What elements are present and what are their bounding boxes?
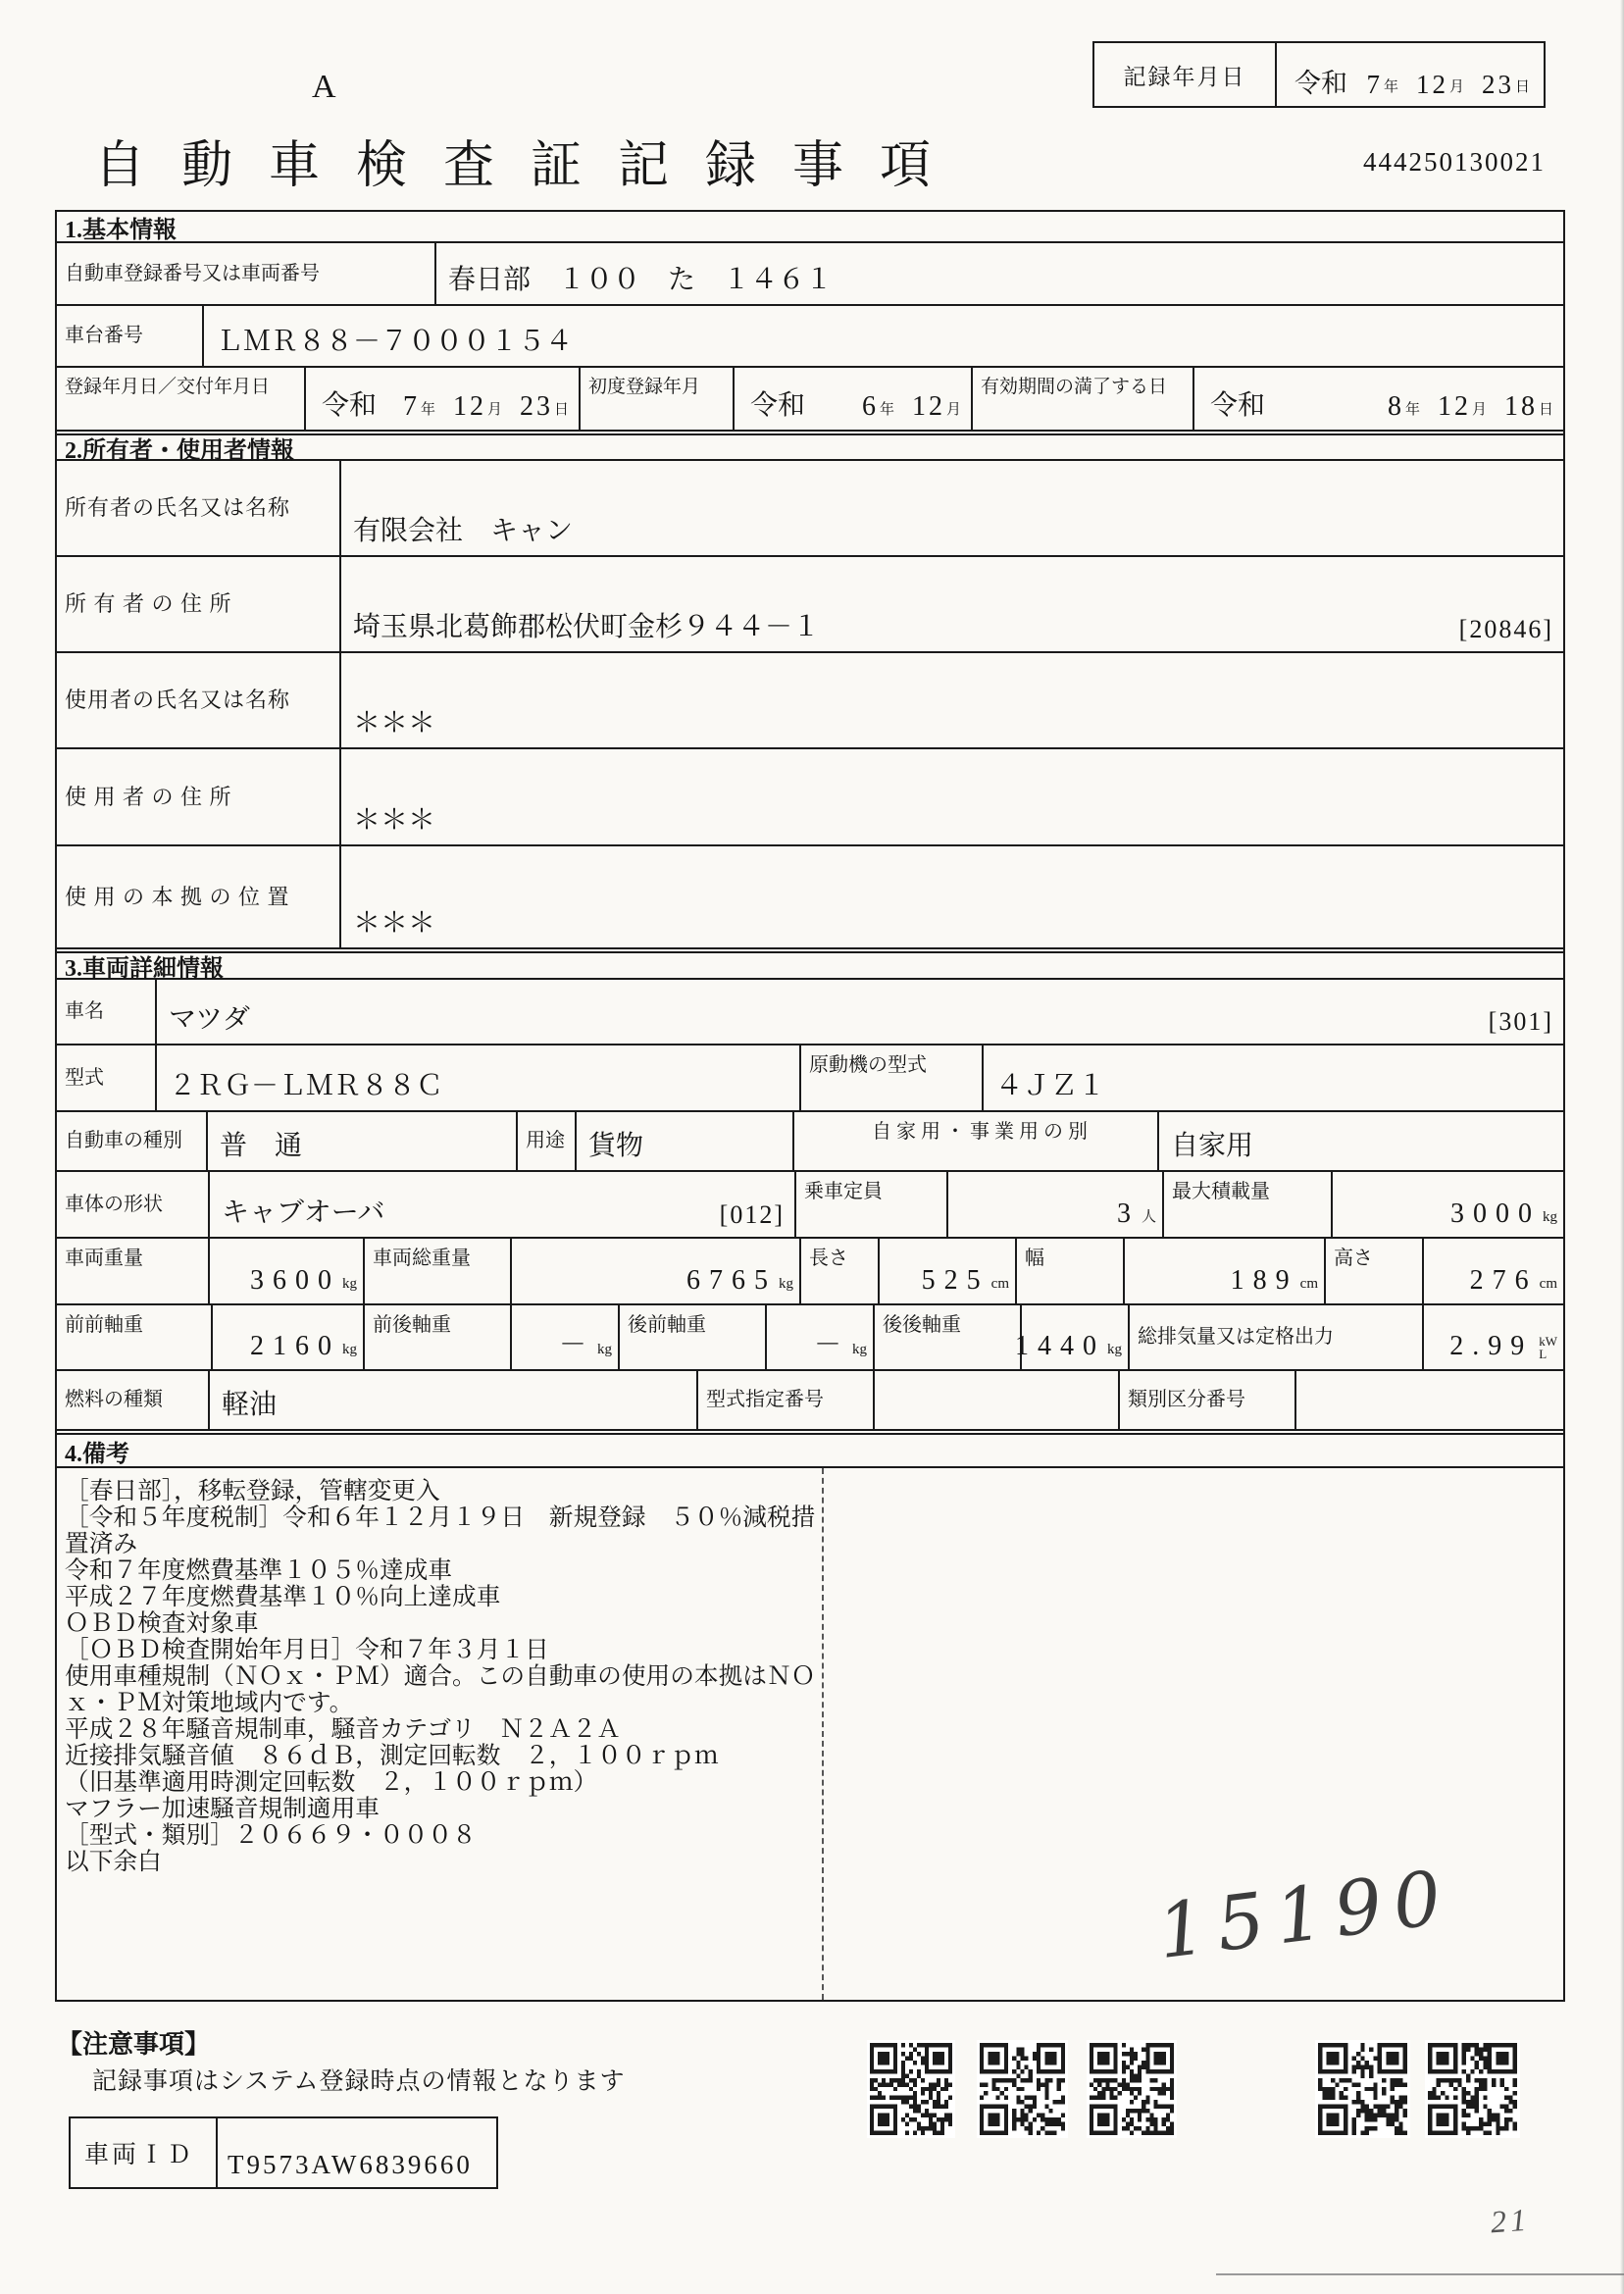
species-value: 普 通 (206, 1112, 516, 1170)
page-title: 自動車検査証記録事項 (94, 138, 968, 194)
record-date-box (1092, 41, 1546, 108)
unit-kg: kg (342, 1342, 357, 1357)
private-business-value: 自家用 (1157, 1112, 1563, 1170)
gross-weight-label: 車両総重量 (363, 1239, 510, 1303)
body-shape-value (208, 1172, 794, 1237)
record-date-year: 7 (1366, 70, 1383, 99)
length-value (878, 1239, 1015, 1303)
certificate-table (55, 210, 1565, 2002)
remarks-line: マフラー加速騒音規制適用車 (65, 1796, 380, 1822)
species-label: 自動車の種別 (65, 1130, 182, 1151)
engine-model-value: ４ＪＺ１ (982, 1045, 1563, 1110)
private-business-label: 自 家 用 ・ 事 業 用 の 別 (792, 1112, 1157, 1170)
unit-kg: kg (597, 1342, 612, 1357)
axle-rr-label: 後後軸重 (873, 1305, 1020, 1369)
capacity-label: 乗車定員 (794, 1172, 946, 1237)
vehicle-id-value: T9573AW6839660 (228, 2150, 473, 2179)
unit-month: 月 (486, 402, 502, 418)
axle-rf-label: 後前軸重 (618, 1305, 765, 1369)
registration-number-label: 自動車登録番号又は車両番号 (65, 262, 320, 284)
first-registration-era: 令和 (750, 390, 806, 421)
notice-text: 記録事項はシステム登録時点の情報となります (92, 2068, 626, 2095)
body-shape-label: 車体の形状 (65, 1193, 163, 1215)
height-number: 276 (1469, 1265, 1538, 1296)
unit-month: 月 (1471, 402, 1487, 418)
unit-year: 年 (1383, 79, 1398, 95)
unit-year: 年 (1404, 402, 1420, 418)
user-name-row (57, 651, 1563, 747)
model-row (57, 1044, 1563, 1110)
remarks-line: （旧基準適用時測定回転数 ２，１００ｒｐｍ） (65, 1769, 598, 1796)
qr-code (1087, 2040, 1177, 2138)
weight-number: 3600 (250, 1265, 340, 1296)
length-number: 525 (921, 1265, 990, 1296)
car-name-value (155, 980, 1563, 1044)
owner-name-label: 所有者の氏名又は名称 (65, 495, 291, 521)
qr-code (867, 2040, 955, 2138)
record-date-value (1277, 43, 1544, 106)
qr-code (1315, 2040, 1410, 2138)
unit-day: 日 (1538, 402, 1553, 418)
axle-fr-value (510, 1305, 618, 1369)
base-location-label: 使 用 の 本 拠 の 位 置 (65, 884, 290, 909)
class-number-label: 類別区分番号 (1118, 1371, 1294, 1429)
max-load-value (1331, 1172, 1563, 1237)
registration-date-numbers (385, 391, 569, 423)
first-registration-year: 6 (861, 391, 879, 422)
weight-value (208, 1239, 363, 1303)
unit-kg: kg (1107, 1342, 1122, 1357)
unit-cm: cm (1299, 1276, 1318, 1292)
axle-fr-number: － (558, 1330, 595, 1360)
fuel-value: 軽油 (208, 1371, 696, 1429)
first-registration-numbers (844, 391, 961, 423)
remarks-line: 令和７年度燃費基準１０５％達成車 (65, 1557, 453, 1584)
max-load-number: 3000 (1450, 1198, 1541, 1229)
vehicle-id-label: 車両ＩＤ (71, 2118, 218, 2187)
section-owner-heading: 2.所有者・使用者情報 (57, 430, 1563, 459)
registration-date-era: 令和 (322, 390, 378, 421)
car-name-row (57, 978, 1563, 1044)
car-name-label: 車名 (65, 1000, 104, 1022)
unit-cm: cm (990, 1276, 1009, 1292)
record-date-era: 令和 (1294, 69, 1347, 98)
owner-address-label: 所 有 者 の 住 所 (65, 591, 232, 617)
axle-rf-number: － (813, 1330, 850, 1360)
unit-day: 日 (553, 402, 569, 418)
registration-date-day: 23 (519, 391, 553, 422)
unit-month: 月 (945, 402, 961, 418)
axle-fr-label: 前後軸重 (363, 1305, 510, 1369)
unit-kw-per-l (1539, 1335, 1557, 1362)
expiry-date-numbers (1370, 391, 1553, 423)
remarks-line: 平成２８年騒音規制車，騒音カテゴリ Ｎ２Ａ２Ａ (65, 1716, 621, 1743)
unit-person: 人 (1141, 1209, 1156, 1225)
scan-edge-shadow (1620, 0, 1624, 2294)
registration-number-value: 春日部 １００ た １４６１ (434, 243, 1563, 304)
car-name-code: [301] (1488, 1007, 1553, 1036)
expiry-date-value (1193, 368, 1563, 430)
remarks-line: 以下余白 (65, 1849, 162, 1875)
unit-year: 年 (420, 402, 435, 418)
corner-mark: A (312, 69, 336, 105)
registration-number-row (57, 241, 1563, 304)
width-number: 189 (1230, 1265, 1298, 1296)
section-remarks-heading: 4.備考 (57, 1429, 1563, 1466)
remarks-lines (57, 1468, 824, 2000)
record-date-label: 記録年月日 (1094, 43, 1277, 106)
expiry-date-label: 有効期間の満了する日 (971, 368, 1193, 430)
axle-ff-number: 2160 (250, 1331, 340, 1361)
axle-weight-row (57, 1303, 1563, 1369)
remarks-line: ［ＯＢＤ検査開始年月日］令和７年３月１日 (65, 1637, 549, 1663)
chassis-number-label: 車台番号 (65, 325, 143, 346)
body-shape-code: [012] (719, 1200, 785, 1229)
section-basic-heading: 1.基本情報 (57, 210, 1563, 241)
base-location-value: ＊＊＊ (339, 846, 1563, 947)
owner-address-text: 埼玉県北葛飾郡松伏町金杉９４４－１ (353, 612, 821, 642)
qr-code (1425, 2040, 1520, 2138)
remarks-line: ＯＢＤ検査対象車 (65, 1610, 259, 1637)
axle-rr-value (1015, 1305, 1128, 1369)
scan-artifact-line (1216, 2273, 1624, 2275)
weight-label: 車両重量 (65, 1248, 143, 1269)
axle-rr-number: 1440 (1015, 1331, 1105, 1361)
gross-weight-value (510, 1239, 799, 1303)
unit-kg: kg (779, 1276, 793, 1292)
owner-name-row (57, 459, 1563, 555)
document-number: 444250130021 (1363, 147, 1546, 177)
first-registration-value (733, 368, 971, 430)
use-label: 用途 (516, 1112, 575, 1170)
unit-day: 日 (1514, 79, 1530, 95)
owner-address-value (339, 557, 1563, 651)
car-name-text: マツダ (169, 1004, 250, 1035)
remarks-blank-area (824, 1468, 1563, 2000)
remarks-row (57, 1466, 1563, 2000)
fuel-row (57, 1369, 1563, 1429)
displacement-number: 2.99 (1449, 1331, 1534, 1361)
remarks-line: ［型式・類別］２０６６９・０００８ (65, 1822, 477, 1849)
first-registration-month: 12 (911, 391, 945, 422)
user-address-row (57, 747, 1563, 844)
expiry-date-day: 18 (1503, 391, 1538, 422)
unit-liter: L (1539, 1347, 1548, 1361)
section-vehicle-heading: 3.車両詳細情報 (57, 947, 1563, 978)
use-value: 貨物 (575, 1112, 792, 1170)
chassis-number-row (57, 304, 1563, 366)
remarks-line: 平成２７年度燃費基準１０％向上達成車 (65, 1584, 501, 1610)
displacement-value (1422, 1305, 1563, 1369)
unit-month: 月 (1448, 79, 1464, 95)
width-value (1123, 1239, 1324, 1303)
record-date-day: 23 (1481, 70, 1514, 99)
height-label: 高さ (1324, 1239, 1422, 1303)
model-label: 型式 (65, 1066, 104, 1089)
handwritten-number: 15190 (1152, 1852, 1458, 1976)
chassis-number-value: ＬＭＲ８８－７０００１５４ (202, 306, 1563, 366)
unit-year: 年 (879, 402, 894, 418)
owner-address-row (57, 555, 1563, 651)
axle-rf-value (765, 1305, 873, 1369)
weight-row (57, 1237, 1563, 1303)
dates-row (57, 366, 1563, 430)
axle-ff-value (211, 1305, 363, 1369)
registration-date-value (304, 368, 579, 430)
unit-kg: kg (852, 1342, 867, 1357)
class-number-value (1294, 1371, 1563, 1429)
record-date-month: 12 (1415, 70, 1448, 99)
registration-date-label: 登録年月日／交付年月日 (65, 377, 271, 397)
registration-date-month: 12 (452, 391, 486, 422)
body-shape-row (57, 1170, 1563, 1237)
handwritten-page-number: 21 (1489, 2201, 1532, 2240)
capacity-number: 3 (1116, 1198, 1140, 1229)
unit-kg: kg (1543, 1209, 1557, 1225)
remarks-line: 近接排気騒音値 ８６ｄＢ，測定回転数 ２，１００ｒｐｍ (65, 1743, 719, 1769)
species-row (57, 1110, 1563, 1170)
displacement-label: 総排気量又は定格出力 (1128, 1305, 1422, 1369)
type-cert-value (873, 1371, 1118, 1429)
user-name-value: ＊＊＊ (339, 653, 1563, 747)
body-shape-text: キャブオーバ (222, 1198, 385, 1228)
model-value: ２ＲＧ－ＬＭＲ８８Ｃ (155, 1045, 799, 1110)
max-load-label: 最大積載量 (1162, 1172, 1331, 1237)
unit-kw: kW (1539, 1334, 1557, 1349)
remarks-line: ［春日部］，移転登録，管轄変更入 (65, 1478, 440, 1504)
unit-cm: cm (1539, 1276, 1557, 1292)
expiry-date-month: 12 (1437, 391, 1471, 422)
base-location-row (57, 844, 1563, 947)
type-cert-label: 型式指定番号 (696, 1371, 873, 1429)
engine-model-label: 原動機の型式 (799, 1045, 982, 1110)
first-registration-label: 初度登録年月 (579, 368, 733, 430)
owner-address-code: [20846] (1458, 615, 1553, 643)
unit-kg: kg (342, 1276, 357, 1292)
height-value (1422, 1239, 1563, 1303)
expiry-date-year: 8 (1387, 391, 1404, 422)
registration-date-year: 7 (402, 391, 420, 422)
owner-name-value: 有限会社 キャン (339, 461, 1563, 555)
user-name-label: 使用者の氏名又は名称 (65, 688, 291, 713)
width-label: 幅 (1015, 1239, 1123, 1303)
user-address-value: ＊＊＊ (339, 749, 1563, 844)
remarks-line: 使用車種規制（ＮＯｘ・ＰＭ）適合。この自動車の使用の本拠はＮＯｘ・ＰＭ対策地域内です。 (65, 1663, 816, 1716)
record-date-numbers (1348, 70, 1530, 100)
gross-weight-number: 6765 (686, 1265, 777, 1296)
user-address-label: 使 用 者 の 住 所 (65, 784, 232, 809)
remarks-line: ［令和５年度税制］令和６年１２月１９日 新規登録 ５０％減税措置済み (65, 1504, 816, 1557)
expiry-date-era: 令和 (1210, 390, 1266, 421)
notice-heading: 【注意事項】 (57, 2030, 211, 2059)
fuel-label: 燃料の種類 (65, 1389, 163, 1410)
length-label: 長さ (799, 1239, 878, 1303)
axle-ff-label: 前前軸重 (65, 1314, 143, 1336)
capacity-value (946, 1172, 1162, 1237)
qr-code (977, 2040, 1068, 2138)
vehicle-id-box (69, 2116, 498, 2189)
